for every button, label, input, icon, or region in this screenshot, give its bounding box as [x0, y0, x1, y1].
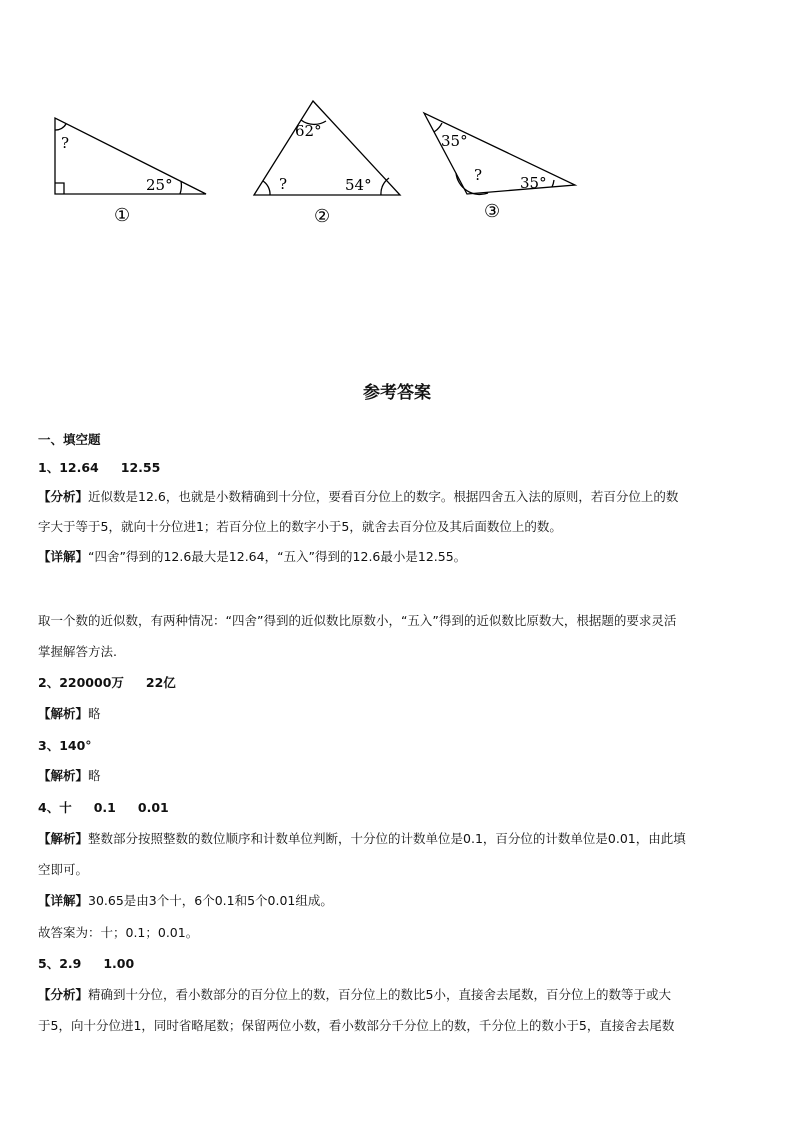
answer-5-label: 5、: [38, 956, 60, 971]
answer-3: [38, 738, 760, 754]
q5-analysis-line-1: [38, 987, 760, 1003]
answer-5-value-1: 2.9: [59, 956, 82, 971]
q5-analysis-line-2: 于5，向十分位进1，同时省略尾数；保留两位小数，看小数部分千分位上的数，千分位上的数小于5，直接舍去尾数: [38, 1018, 675, 1033]
t2-angle-left: ?: [279, 175, 288, 193]
answer-2-value-2: 22亿: [145, 675, 176, 690]
page-title: 参考答案: [363, 383, 431, 403]
explanation-tag: 【解析】: [38, 831, 89, 846]
answer-5: [38, 956, 760, 972]
explanation-text: 略: [88, 768, 101, 783]
t2-angle-top: 62°: [295, 122, 322, 140]
detail-tag: 【详解】: [38, 893, 89, 908]
answer-1: [38, 460, 760, 476]
t3-angle-left: 35°: [441, 132, 468, 150]
answer-4-label: 4、: [38, 800, 60, 815]
answer-4-value-2: 0.1: [93, 800, 116, 815]
answer-1-value-1: 12.64: [59, 460, 99, 475]
t3-angle-bottom: ?: [474, 166, 483, 184]
t2-angle-right: 54°: [345, 176, 372, 194]
t1-angle-top: ?: [61, 134, 70, 152]
answer-4-value-1: 十: [59, 800, 72, 815]
q4-detail: [38, 893, 760, 909]
q2-explanation: [38, 706, 760, 722]
answer-4: [38, 800, 760, 816]
detail-tag: 【详解】: [38, 549, 89, 564]
section-heading: 一、填空题: [38, 432, 101, 447]
answer-2-label: 2、: [38, 675, 60, 690]
q4-explanation-line-2: 空即可。: [38, 862, 89, 877]
q1-detail: [38, 549, 760, 565]
detail-text: 30.65是由3个十，6个0.1和5个0.01组成。: [88, 893, 333, 908]
analysis-tag: 【分析】: [38, 489, 89, 504]
answer-3-value-1: 140°: [59, 738, 92, 753]
triangle-2: [254, 101, 400, 195]
analysis-tag: 【分析】: [38, 987, 89, 1002]
detail-text: “四舍”得到的12.6最大是12.64，“五入”得到的12.6最小是12.55。: [88, 549, 467, 564]
analysis-text: 精确到十分位，看小数部分的百分位上的数，百分位上的数比5小，直接舍去尾数，百分位上的数等于或大: [88, 987, 671, 1002]
answer-3-label: 3、: [38, 738, 60, 753]
triangle-figures: [0, 0, 794, 240]
explanation-tag: 【解析】: [38, 706, 89, 721]
answer-5-value-2: 1.00: [103, 956, 135, 971]
explanation-text: 整数部分按照整数的数位顺序和计数单位判断，十分位的计数单位是0.1，百分位的计数单位是0.01，由此填: [88, 831, 686, 846]
answer-1-value-2: 12.55: [120, 460, 161, 475]
t2-number: ②: [314, 206, 331, 227]
t3-number: ③: [484, 201, 501, 222]
analysis-text: 近似数是12.6，也就是小数精确到十分位，要看百分位上的数字。根据四舍五入法的原则，若百分位上的数: [88, 489, 679, 504]
q1-note-line-2: 掌握解答方法.: [38, 644, 117, 659]
q3-explanation: [38, 768, 760, 784]
q1-analysis-line-1: [38, 489, 760, 505]
q1-analysis-line-2: 字大于等于5，就向十分位进1；若百分位上的数字小于5，就舍去百分位及其后面数位上的数。: [38, 519, 562, 534]
t3-angle-right: 35°: [520, 174, 547, 192]
q4-explanation-line-1: [38, 831, 760, 847]
answer-2-value-1: 220000万: [59, 675, 124, 690]
q1-note-line-1: 取一个数的近似数，有两种情况：“四舍”得到的近似数比原数小，“五入”得到的近似数比原数大，根据题的要求灵活: [38, 613, 677, 628]
answer-4-value-3: 0.01: [137, 800, 169, 815]
explanation-text: 略: [88, 706, 101, 721]
q4-answer: 故答案为：十；0.1；0.01。: [38, 925, 199, 940]
triangle-3: [424, 113, 575, 194]
answer-1-label: 1、: [38, 460, 60, 475]
explanation-tag: 【解析】: [38, 768, 89, 783]
triangle-1: [55, 118, 206, 194]
t1-number: ①: [114, 205, 131, 226]
answer-2: [38, 675, 760, 691]
t1-angle-right: 25°: [146, 176, 173, 194]
